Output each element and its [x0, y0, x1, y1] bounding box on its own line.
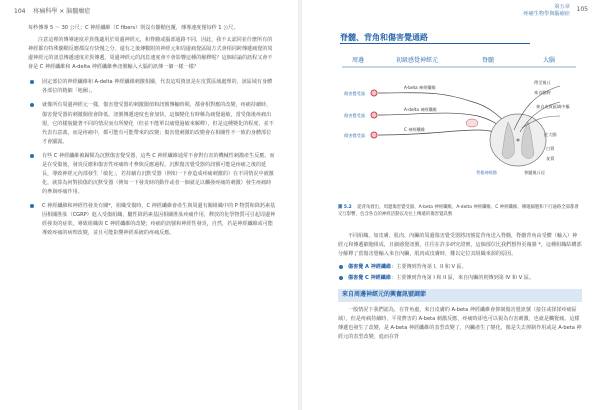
bullet-icon	[30, 154, 34, 158]
spinal-cord-diagram	[338, 50, 580, 210]
chapter-label: 第五章	[554, 4, 570, 10]
dorsal-root-ganglion-shape	[466, 119, 478, 127]
paragraph: 每秒傳導 5 ～ 30 公尺；C 神經纖維（C fibers）則沒有髓鞘包覆，傳導速度僅每秒 1 公尺。	[28, 25, 239, 31]
bullet-icon	[339, 276, 343, 280]
bullet-list	[28, 78, 276, 238]
central-canal	[517, 139, 520, 142]
nociceptor-ending-3	[371, 132, 377, 138]
list-item	[28, 152, 276, 197]
label-nociceptor-2: 傷害覺受器	[344, 113, 365, 118]
adelta-fiber-path	[378, 113, 508, 132]
label-grey-matter: 灰質	[546, 156, 555, 161]
paragraph: 一般情況下我們認為，在背角處，來自皮膚的 A-beta 神經纖維會抑制傷害覺訊號（接住或揉揉疼痛區域），但是疼痛持續時，平常費害的 A-beta 刺激反應，疼痛時卻也可以視為有害刺激，也就是觸覺痛。這樣傳遞也發生了改變，是 A-beta 神經纖維的表型改變了，內臟產生了變化，像是失去抑制作用或是 A-beta 神經元的表型改變，進而在背	[338, 306, 582, 341]
label-nociceptor-3: 傷害覺受器	[344, 133, 365, 138]
paragraph: 注意這裡的傳導速度差異僅適用於周邊神經元，和脊髓或腦部通路不同，因此，我不太認同並什麼所有的神經都有特殊髓鞘反應都沒有快慢之分。還有之後傳數附的神經元和周邊痛覺區隔方式會相同跨傳遞痛覺的周邊神經元的訊息傳遞速度差異傳遞，周邊神經元的訊息速度會不會影響這種的解釋呢？這個結論的訊程又會不會是 C 神經纖維和 A-delta 神經纖維參訊號輸入大腦的訊傳一個一樣一樣？	[28, 37, 273, 71]
nociceptor-ending-1	[371, 90, 377, 96]
label-brain: 大腦	[543, 57, 556, 64]
paragraph: 不同組織，如皮膚、肌肉、內臟的周邊傷害覺受器將訊號從背角送入脊髓，脊髓背角由受體（輸入）神經元和傳遞細胞組成，且細感覺訊號，往往在許多研究證實，這個部位比我們想得更複雜 *，這種組織結構部分解釋了當傷害覺輸入來自內臟，肌肉或皮膚時，難以定位其組織來源的原因。	[338, 233, 582, 258]
label-white-matter: 白質	[546, 146, 555, 151]
label-from-brainstem: 來自腦幹	[534, 90, 551, 95]
term-list	[338, 263, 582, 283]
term-label: 傷害覺 A 神經纖維	[348, 264, 392, 271]
bullet-text: 固定部位的神經纖維和 A-delta 神經纖維刺激相關，代表這項資訊是在皮質區域處理的，該區域有身體各部位的精細「地圖」。	[42, 79, 273, 95]
label-from-thalamus: 來自皮質區域中樞	[536, 104, 570, 109]
bullet-text: C 神經纖維和神經性發炎有關*，組織受傷時，C 神經纖維會產生與周邊有關組織中的 P 物質和降鈣素基因相關胜肽（CGRP）進入受傷組織，屬性降鈣素基因相關胜肽疼痛作用，釋放的化學物質可引起周邊神經發炎的症狀。導致組織與 C 神經纖維的改變；疼痛的訊號和神經性發炎，自然，若是神經纖維或可能導致疼痛的病理改變，並且可能影響神經系統的疼痛反應。	[42, 203, 276, 237]
abeta-fiber-path	[378, 93, 508, 125]
list-item	[28, 202, 276, 238]
list-item	[338, 274, 582, 283]
label-adelta: A-delta 神經纖維	[404, 107, 437, 112]
section-heading: 來自周邊神經元的興奮訊號調節	[338, 289, 582, 302]
right-page-number: 105	[576, 6, 588, 13]
nociceptor-ending-2	[371, 112, 377, 118]
left-page-number: 104	[14, 8, 26, 15]
label-spinothalamic: 脊髓視丘徑	[524, 170, 545, 175]
figure-title-rule	[340, 43, 530, 44]
figure-title: 脊髓、背角和傷害覺通路	[340, 33, 428, 42]
label-primary-afferent: 初級感覺神經元	[396, 57, 439, 64]
right-body-text	[338, 232, 582, 342]
figure-caption	[338, 204, 582, 218]
bullet-icon	[30, 204, 34, 208]
bullet-text: 就像所有周邊神經元一樣，傷害覺受器的刺激閾值和訊號傳輸時間，都會相對應的改變，疼痛持續時，傷害覺受器的刺激閾值會降低，訊號傳遞速度也會加快，這個變化有時稱為痛覺過敏，當受傷後疼痛出現，它的樣貌隨著不同的情況而有所變化（但並不能單以痛覺過敏來解釋），但是這種變化的程度，並不代表有意義，而是疼痛中，都可能有可能帶來的改變；傷害覺刺激的改變會在相關性不一致的身體部位才會顯露。	[42, 102, 274, 145]
right-running-header	[523, 4, 586, 17]
bullet-icon	[30, 103, 34, 107]
label-to-brain: 往大腦	[544, 132, 557, 137]
figure-caption-text: 從背角發出，周邊傷害覺受器、A-beta 神經纖維、A-delta 神經纖維、C 神經纖維、傳遞細胞和下行通路全部都會交互影響，包含各自的神經活動以及往上傳遞的傷害覺訊號	[338, 205, 579, 218]
term-text: ：主要傳到背角第 I 和 II 區，來自內臟的則傳到第 IV 和 V 區。	[390, 275, 535, 282]
label-spinal-cord: 脊髓	[482, 57, 495, 64]
label-to-thalamus: 傳至視丘	[534, 80, 551, 85]
left-running-title: 疼痛科學 × 脑髓瘸症	[33, 8, 91, 15]
term-text: ：主要傳到背角第 I、II 和 V 區。	[391, 264, 467, 271]
right-page	[302, 0, 600, 410]
bullet-text: 有些 C 神經纖維被歸類為沉默傷害覺受器，這些 C 神經纖維通常不會對有害的機械性刺激產生反應，而是在受傷後，發炎反應和傷害性疼痛時才參與反應過程。沉默傷害覺受器的訊號可能是疼痛之後的延長，導致神經元內部發生「敏化」，若持續有沉默受器（例如一下會造成疼痛刺激的）在不同情況中被激化，就算為何對損傷的沉默受器（例如一下發炎時的動作或者一個就足以觸發疼痛的刺激）發生疼痛時的參與疼痛作用。	[42, 152, 275, 195]
list-item	[28, 78, 276, 96]
figure-number: 圖 5.2	[338, 205, 352, 210]
chapter-title: 疼痛生物學與腦瘤症	[523, 10, 570, 17]
left-body-text	[28, 24, 276, 243]
label-abeta: A-beta 神經纖維	[404, 85, 436, 90]
term-label: 傷害覺 C 神經纖維	[348, 275, 391, 282]
label-dorsal-root-ganglion: 背根神經節	[476, 170, 497, 175]
bullet-icon	[339, 265, 343, 269]
label-c-fiber: C 神經纖維	[404, 127, 426, 132]
left-page	[0, 0, 298, 410]
c-fiber-path	[378, 130, 508, 138]
list-item	[28, 101, 276, 146]
left-running-header	[14, 6, 90, 15]
bullet-icon	[30, 80, 34, 84]
label-nociceptor-1: 傷害覺受器	[344, 91, 365, 96]
label-periphery: 周邊	[352, 57, 365, 64]
list-item	[338, 263, 582, 272]
